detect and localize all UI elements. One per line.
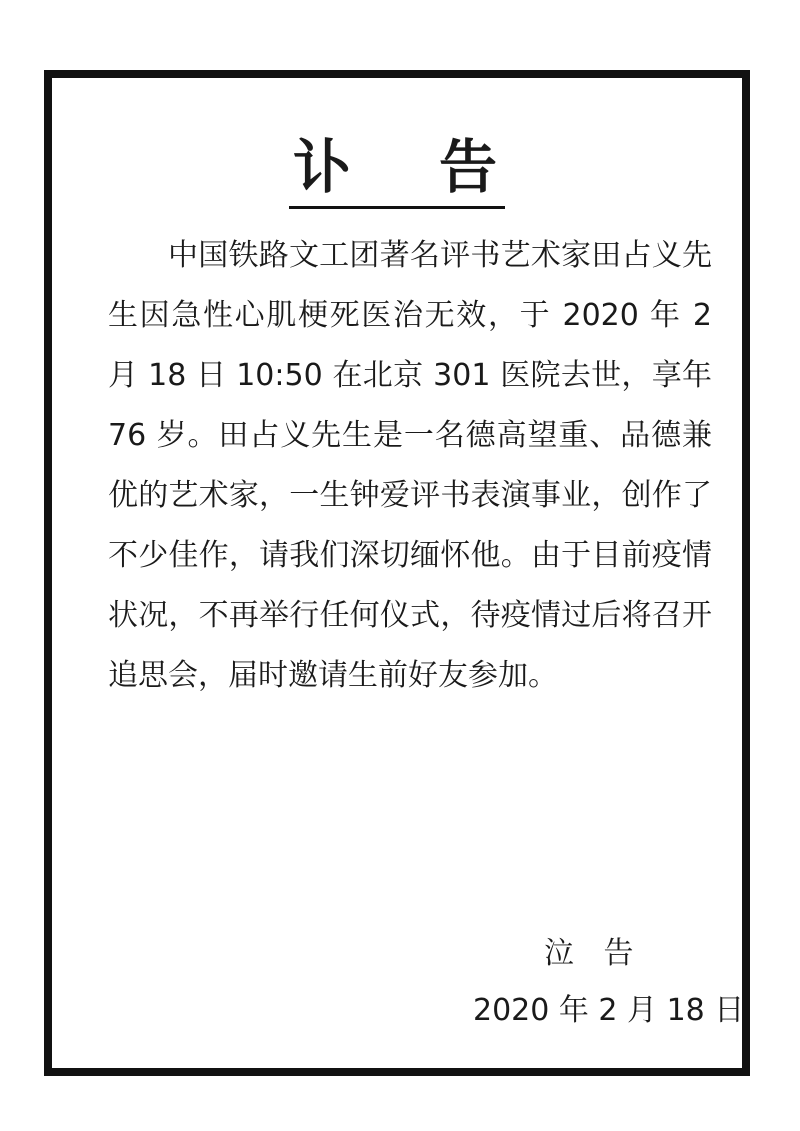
obituary-title [52,133,742,209]
title-char-1: 讣 [292,133,355,201]
signature-date: 2020 年 2 月 18 日 [473,993,745,1028]
obituary-frame [44,70,750,1076]
title-underline [289,133,505,209]
obituary-body: 中国铁路文工团著名评书艺术家田占义先生因急性心肌梗死医治无效，于 2020 年 2 月 18 日 10:50 在北京 301 医院去世，享年 76 岁。田占义先生是一名德高望重、品德兼优的艺术家，一生钟爱评书表演事业，创作了不少佳作，请我们深切缅怀他。由于目前疫情状况，不再举行任何仪式，待疫情过后将召开追思会，届时邀请生前好友参加。 [108,238,712,693]
signature-label: 泣 告 [544,936,644,971]
title-char-2: 告 [439,133,502,201]
